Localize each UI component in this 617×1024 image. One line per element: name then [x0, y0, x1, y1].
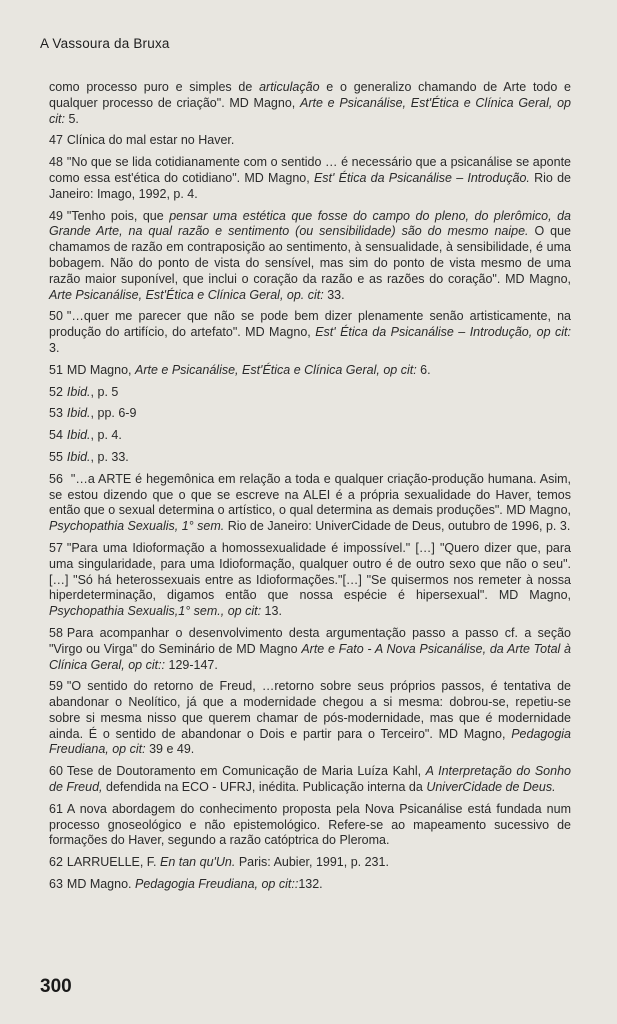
endnote-text: , p. 5 — [90, 384, 119, 399]
endnote-italic-text: En tan qu'Un. — [160, 855, 236, 870]
endnote-italic-text: Psychopathia Sexualis,1° sem., op cit: — [49, 604, 262, 619]
endnote-text: 39 e 49. — [145, 742, 195, 757]
endnote-italic-text: Arte e Psicanálise, Est'Ética e Clínica Geral, op cit: — [49, 95, 571, 126]
endnote-number: 63 — [49, 877, 63, 892]
endnote-text: 132. — [298, 877, 323, 892]
endnote-text: 13. — [261, 604, 282, 619]
endnote-text: MD Magno, — [66, 362, 135, 377]
endnote-italic-text: UniverCidade de Deus. — [426, 780, 556, 795]
endnote — [49, 450, 571, 466]
endnote-italic-text: Arte e Psicanálise, Est'Ética e Clínica Geral, op cit: — [135, 362, 417, 377]
endnote-number: 49 — [49, 208, 63, 223]
endnote-number: 54 — [49, 428, 63, 443]
endnote-number: 60 — [49, 764, 63, 779]
endnote — [49, 363, 571, 379]
endnote — [49, 877, 571, 893]
endnote-italic-text: Pedagogia Freudiana, op cit:: — [135, 877, 299, 892]
endnote-text: como processo puro e simples de — [49, 80, 260, 94]
endnote-text: defendida na ECO - UFRJ, inédita. Publicação interna da — [102, 780, 427, 795]
endnote-italic-text: Arte e Fato - A Nova Psicanálise, da Arte Total à Clínica Geral, op cit:: — [49, 641, 571, 672]
endnote — [49, 855, 571, 871]
endnote-text: 129-147. — [165, 657, 218, 672]
endnote-number: 47 — [49, 133, 63, 148]
endnote-text: 5. — [64, 111, 79, 126]
endnote-text: e o generalizo chamando de Arte todo e qualquer processo de criação". MD Magno, — [49, 80, 571, 110]
endnote — [49, 133, 571, 149]
endnote — [49, 309, 571, 356]
endnote — [49, 541, 571, 620]
endnote-number: 52 — [49, 384, 63, 399]
endnote-text: "No que se lida cotidianamente com o sentido … é necessário que a psicanálise se aponte como essa est'ética do cotidiano". MD Magno, — [49, 155, 571, 185]
endnote-text: Rio de Janeiro: UniverCidade de Deus, outubro de 1996, p. 3. — [224, 519, 571, 534]
endnote-text: A nova abordagem do conhecimento proposta pela Nova Psicanálise está fundada num processo gnoseológico e não epistemológico. Refere-se ao mapeamento sucessivo de formações do Haver, segundo a razão catóptrica do Pleroma. — [49, 801, 571, 848]
endnote-text: Tese de Doutoramento em Comunicação de Maria Luíza Kahl, — [66, 764, 426, 779]
endnote — [49, 626, 571, 673]
endnote-text: "…a ARTE é hegemônica em relação a toda e qualquer criação-produção humana. Asim, se estou dizendo que o que se escreve na ALEI é a própria sexualidade do Haver, temos então que o sexual determina o artístico, o qual determina as demais produções". MD Magno, — [49, 471, 571, 518]
endnote-italic-text: pensar uma estética que fosse do campo do pleno, do plerômico, da Grande Arte, na qual razão e sentimento (ou sensibilidade) são do mesmo naipe. — [49, 208, 571, 239]
endnote-text: Clínica do mal estar no Haver. — [66, 133, 235, 148]
endnote-italic-text: Psychopathia Sexualis, 1° sem. — [49, 519, 225, 534]
endnote-italic-text: Ibid. — [66, 428, 91, 443]
endnote — [49, 679, 571, 758]
endnote-number: 57 — [49, 540, 63, 555]
endnote-text: , p. 4. — [90, 428, 122, 443]
endnote-number: 61 — [49, 801, 63, 816]
endnote-number: 59 — [49, 679, 63, 694]
endnote-italic-text: Est' Ética da Psicanálise – Introdução. — [313, 170, 530, 185]
endnote-italic-text: Ibid. — [66, 384, 91, 399]
endnote-number: 53 — [49, 406, 63, 421]
endnote-number: 62 — [49, 855, 63, 870]
endnote-number: 56 — [49, 471, 63, 486]
endnote-number: 58 — [49, 625, 63, 640]
endnote-text: , p. 33. — [90, 449, 129, 464]
running-header: A Vassoura da Bruxa — [40, 36, 170, 51]
endnotes-list — [49, 80, 571, 899]
endnote — [49, 155, 571, 202]
endnote-italic-text: Ibid. — [66, 449, 91, 464]
endnote-italic-text: Est' Ética da Psicanálise – Introdução, op cit: — [315, 325, 571, 340]
endnote-text: Para acompanhar o desenvolvimento desta argumentação passo a passo cf. a seção "Virgo ou Virga" do Seminário de MD Magno — [49, 625, 571, 656]
endnote-text: O que chamamos de razão em contraposição ao sentimento, à sensualidade, à sensibilidade, é uma bobagem. Não do ponto de vista do sensível, mas sim do ponto de vista mesmo de uma razão maior suponível, que inclui o coração da razão e as razões do coração". MD Magno, — [49, 224, 571, 286]
endnote-italic-text: articulação — [259, 80, 320, 94]
endnote — [49, 80, 571, 127]
endnote — [49, 764, 571, 796]
endnote-italic-text: Arte Psicanálise, Est'Ética e Clínica Geral, op. cit: — [49, 287, 324, 302]
endnote-number: 51 — [49, 362, 63, 377]
endnote-italic-text: Ibid. — [66, 406, 91, 421]
page-number: 300 — [40, 976, 72, 997]
endnote-number: 55 — [49, 449, 63, 464]
endnote — [49, 385, 571, 401]
endnote — [49, 209, 571, 304]
endnote-text: LARRUELLE, F. — [66, 855, 160, 870]
endnote-text: Paris: Aubier, 1991, p. 231. — [235, 855, 389, 870]
endnote-text: "…quer me parecer que não se pode bem dizer plenamente senão artisticamente, na produção do artifício, do artefato". MD Magno, — [49, 309, 571, 340]
endnote-text: MD Magno. — [66, 877, 135, 892]
endnote-text: "Tenho pois, que — [66, 208, 170, 223]
endnote-italic-text: Pedagogia Freudiana, op cit: — [49, 726, 571, 757]
endnote-text: 33. — [323, 287, 345, 302]
endnote-text: Rio de Janeiro: Imago, 1992, p. 4. — [49, 170, 572, 201]
endnote-text: 3. — [49, 340, 60, 355]
endnote-text: "Para uma Idioformação a homossexualidade é impossível." […] "Quero dizer que, para uma singularidade, para uma Idioformação, qualquer outro é de outro sexo que não o seu". […] "Só há heterossexuais entre as Idioformações."[…] "Se quisermos nos remeter à nossa hiperdeterminação, digamos então que nossa espécie é hipersexual". MD Magno, — [49, 540, 571, 603]
endnote — [49, 428, 571, 444]
endnote — [49, 802, 571, 849]
endnote-number: 48 — [49, 155, 63, 170]
endnote-number: 50 — [49, 309, 63, 324]
endnote-italic-text: A Interpretação do Sonho de Freud, — [49, 764, 571, 795]
endnote — [49, 472, 571, 535]
endnote-text: "O sentido do retorno de Freud, …retorno sobre seus próprios passos, é tentativa de abandonar o Neolítico, já que a modernidade chegou a si mesma: dobrou-se, repetiu-se sobre si mesma nisso que querem chamar de pós-modernidade, mas que é modernidade ainda. É o sentido de abandonar o Dois e partir para o Terceiro". MD Magno, — [49, 679, 571, 741]
endnote-text: , pp. 6-9 — [90, 406, 137, 421]
endnote — [49, 406, 571, 422]
endnote-text: 6. — [416, 362, 431, 377]
